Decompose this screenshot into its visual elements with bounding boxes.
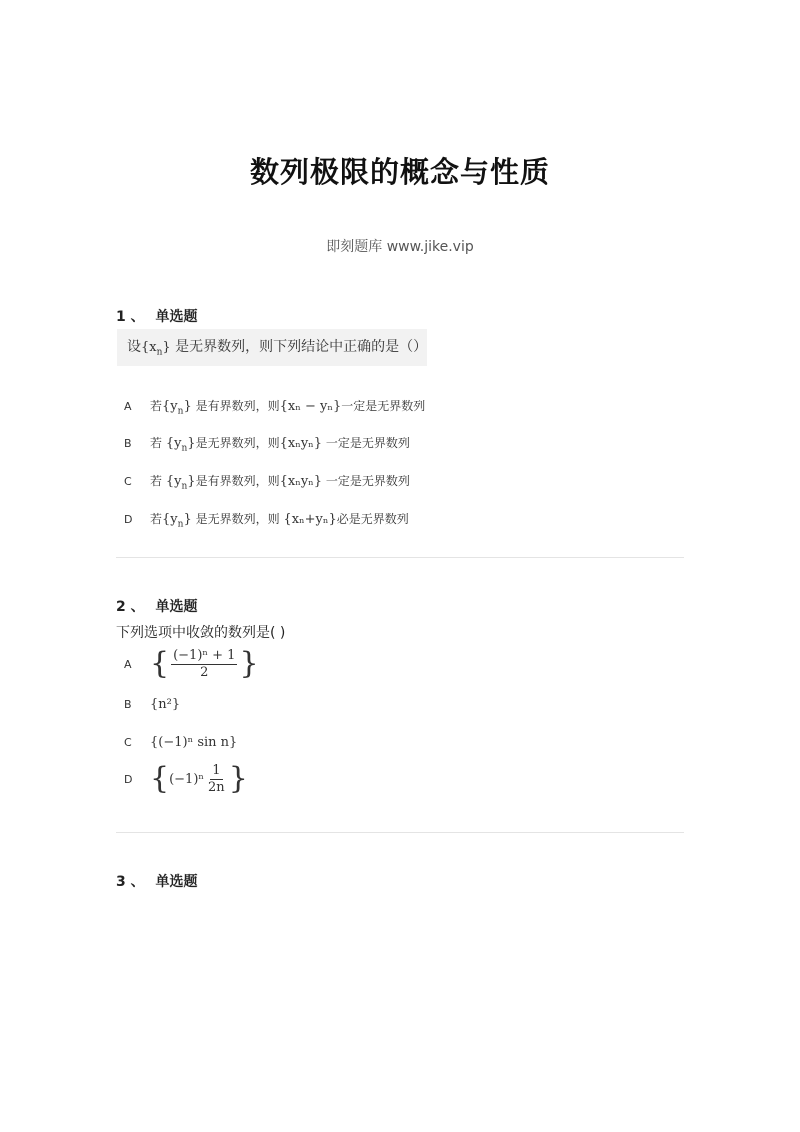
option-a[interactable]: A { $\frac{\text{(−1)ⁿ + 1}}{2}$ } — [124, 646, 259, 682]
divider — [116, 557, 684, 558]
option-a[interactable]: A 若$\{y_n\}$ 是有界数列，则{xₙ − yₙ}一定是无界数列 — [124, 399, 426, 417]
option-d[interactable]: D 若$\{y_n\}$ 是无界数列，则 {xₙ+yₙ}必是无界数列 — [124, 512, 409, 530]
option-d[interactable]: D { (−1)ⁿ $\frac{1}{2n}$ } — [124, 761, 248, 797]
question-number: 1 、 — [116, 309, 145, 325]
question-number: 2 、 — [116, 599, 145, 615]
page-title: 数列极限的概念与性质 — [249, 155, 550, 189]
question-2-header — [116, 596, 198, 616]
page-subtitle: 即刻题库 www.jike.vip — [326, 239, 474, 255]
divider — [116, 832, 684, 833]
question-1-header — [116, 306, 198, 326]
option-c[interactable]: C {(−1)ⁿ sin n} — [124, 735, 238, 750]
question-3-header — [116, 871, 198, 891]
question-type: 单选题 — [155, 599, 198, 615]
option-b[interactable]: B {n²} — [124, 697, 181, 712]
question-1-stem: 设$\{x_n\}$ 是无界数列，则下列结论中正确的是（） — [117, 329, 427, 366]
question-number: 3 、 — [116, 874, 145, 890]
question-2-stem: 下列选项中收敛的数列是( ) — [116, 625, 286, 641]
question-type: 单选题 — [155, 874, 198, 890]
option-b[interactable]: B 若 $\{y_n\}$是无界数列，则{xₙyₙ} 一定是无界数列 — [124, 436, 410, 454]
question-type: 单选题 — [155, 309, 198, 325]
option-c[interactable]: C 若 $\{y_n\}$是有界数列，则{xₙyₙ} 一定是无界数列 — [124, 474, 410, 492]
